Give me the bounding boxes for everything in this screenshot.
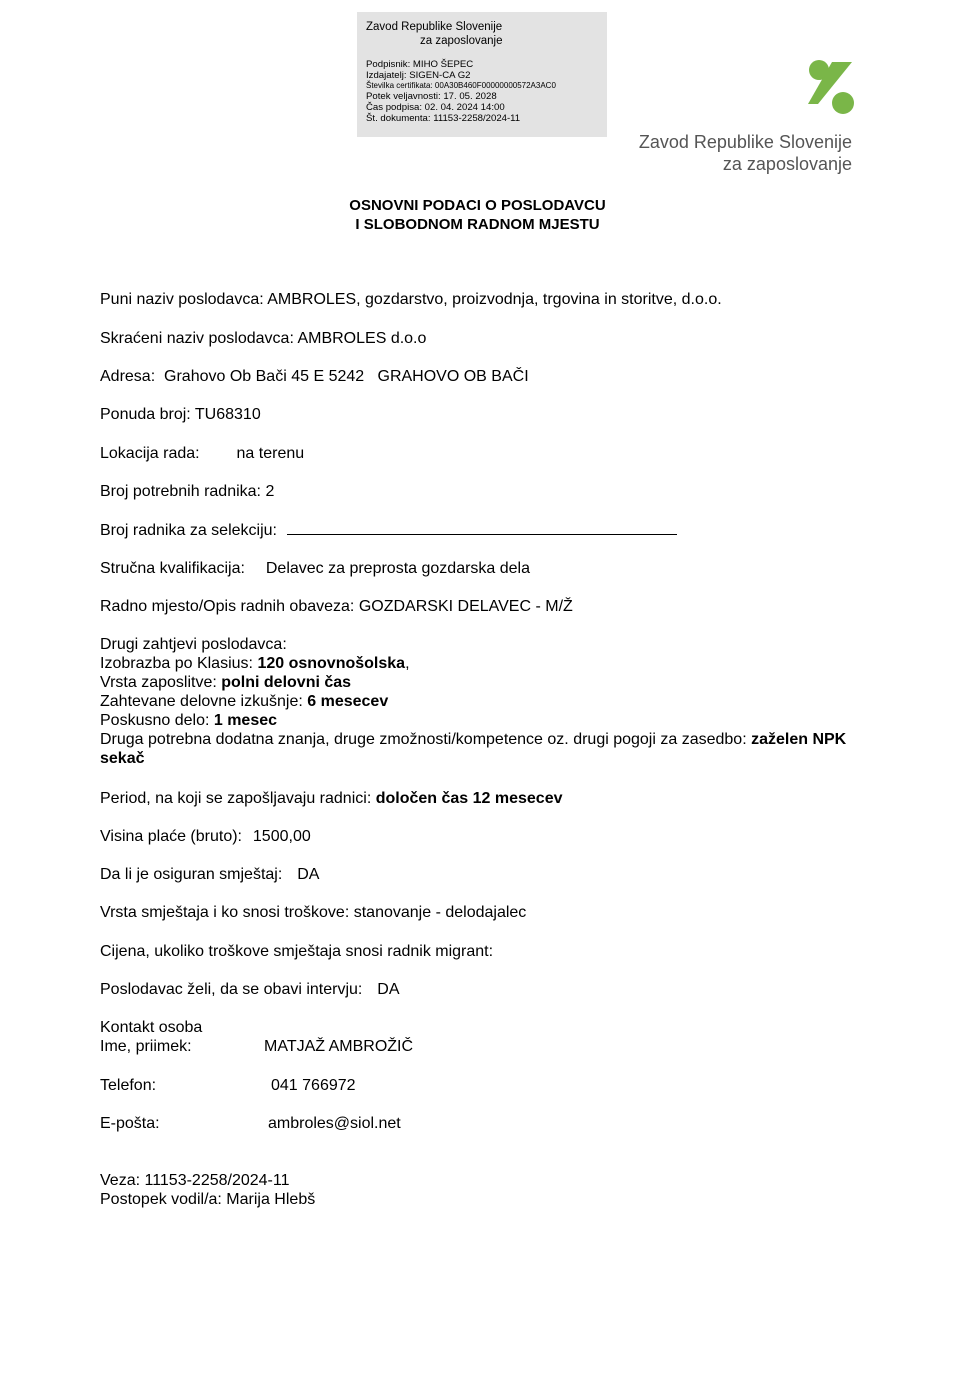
accommodation-row [100,865,319,884]
stamp-signed-at: Čas podpisa: 02. 04. 2024 14:00 [366,102,505,113]
contact-name-value: MATJAŽ AMBROŽIČ [264,1038,414,1055]
accommodation-type-value: stanovanje - delodajalec [353,904,527,921]
position-row [100,597,573,616]
short-name-row [100,329,426,348]
title-line1: OSNOVNI PODACI O POSLODAVCU [349,197,606,214]
offer-row [100,405,261,424]
short-name-value: AMBROLES d.o.o [297,330,427,347]
accommodation-value: DA [297,866,320,883]
stamp-issuer: Izdajatelj: SIGEN-CA G2 [366,70,471,81]
address-label: Adresa: [100,368,156,385]
employment-type-value: polni delovni čas [221,674,352,691]
accommodation-label: Da li je osiguran smještaj: [100,866,283,883]
position-value: GOZDARSKI DELAVEC - M/Ž [358,598,573,615]
location-row [100,444,304,463]
stamp-doc-number: Št. dokumenta: 11153-2258/2024-11 [366,113,521,124]
handled-by-line: Postopek vodil/a: Marija Hlebš [100,1191,316,1208]
full-name-label: Puni naziv poslodavca: [100,291,264,308]
interview-row [100,980,400,999]
stamp-org-line2: za zaposlovanje [420,35,503,47]
workers-needed-value: 2 [265,483,275,500]
location-label: Lokacija rada: [100,445,200,462]
location-value: na terenu [236,445,305,462]
zrss-logo-icon [806,58,856,116]
offer-label: Ponuda broj: [100,406,191,423]
full-name-value: AMBROLES, gozdarstvo, proizvodnja, trgovina in storitve, d.o.o. [267,291,722,308]
education-value: 120 osnovnošolska [257,655,406,672]
offer-value: TU68310 [194,406,261,423]
contact-name-label: Ime, priimek: [100,1038,192,1055]
contact-email-value[interactable]: ambroles@siol.net [268,1115,401,1132]
salary-label: Visina plaće (bruto): [100,828,242,845]
address-value: Grahovo Ob Bači 45 E 5242 GRAHOVO OB BAČI [164,368,529,385]
salary-value: 1500,00 [252,828,311,845]
full-name-row [100,290,722,309]
logo-text [639,131,852,175]
requirements-heading: Drugi zahtjevi poslodavca: [100,636,287,653]
period-label: Period, na koji se zapošljavaju radnici: [100,790,372,807]
contact-email-label: E-pošta: [100,1115,160,1132]
reference-line: Veza: 11153-2258/2024-11 [100,1172,290,1189]
other-requirements-row [100,730,860,768]
qualification-row [100,559,530,578]
contact-phone-value: 041 766972 [271,1077,356,1094]
qualification-label: Stručna kvalifikacija: [100,560,245,577]
position-label: Radno mjesto/Opis radnih obaveza: [100,598,355,615]
education-label: Izobrazba po Klasius: [100,655,253,672]
stamp-validity: Potek veljavnosti: 17. 05. 2028 [366,91,497,102]
employment-type-row [100,673,860,692]
contact-name-row [100,1037,413,1056]
trial-label: Poskusno delo: [100,712,210,729]
price-row [100,942,493,961]
signature-stamp [357,12,607,137]
education-suffix: , [405,655,410,672]
interview-value: DA [377,981,400,998]
period-row [100,789,563,808]
contact-email-row [100,1114,401,1133]
selection-label: Broj radnika za selekciju: [100,522,277,539]
title-line2: I SLOBODNOM RADNOM MJESTU [355,216,600,233]
other-requirements-value: zaželen NPK sekač [100,731,847,767]
logo-text-line1: Zavod Republike Slovenije [638,132,852,152]
stamp-meta [366,59,598,124]
other-requirements-label: Druga potrebna dodatna znanja, druge zmožnosti/kompetence oz. drugi pogoji za zasedbo: [100,731,747,748]
education-row [100,654,860,673]
address-row [100,367,529,386]
experience-row [100,692,860,711]
selection-blank-line [287,520,677,535]
interview-label: Poslodavac želi, da se obavi intervju: [100,981,363,998]
workers-needed-label: Broj potrebnih radnika: [100,483,261,500]
stamp-signer: Podpisnik: MIHO ŠEPEC [366,59,474,70]
logo-circle-bottom [832,92,854,114]
stamp-certificate: Številka certifikata: 00A30B460F00000000572A3AC0 [366,81,556,90]
qualification-value: Delavec za preprosta gozdarska dela [265,560,531,577]
accommodation-type-label: Vrsta smještaja i ko snosi troškove: [100,904,350,921]
contact-phone-label: Telefon: [100,1077,157,1094]
accommodation-type-row [100,903,526,922]
trial-value: 1 mesec [213,712,278,729]
experience-value: 6 mesecev [307,693,389,710]
short-name-label: Skraćeni naziv poslodavca: [100,330,294,347]
stamp-org-line1: Zavod Republike Slovenije [366,21,503,33]
salary-row [100,827,311,846]
trial-row [100,711,860,730]
contact-phone-row [100,1076,356,1095]
requirements-block [100,635,860,768]
logo-text-line2: za zaposlovanje [722,154,852,174]
contact-heading: Kontakt osoba [100,1019,203,1036]
experience-label: Zahtevane delovne izkušnje: [100,693,303,710]
workers-needed-row [100,482,274,501]
selection-row [100,520,677,540]
price-label: Cijena, ukoliko troškove smještaja snosi radnik migrant: [100,943,494,960]
page-title [0,196,955,234]
period-value: določen čas 12 mesecev [375,790,563,807]
employment-type-label: Vrsta zaposlitve: [100,674,217,691]
